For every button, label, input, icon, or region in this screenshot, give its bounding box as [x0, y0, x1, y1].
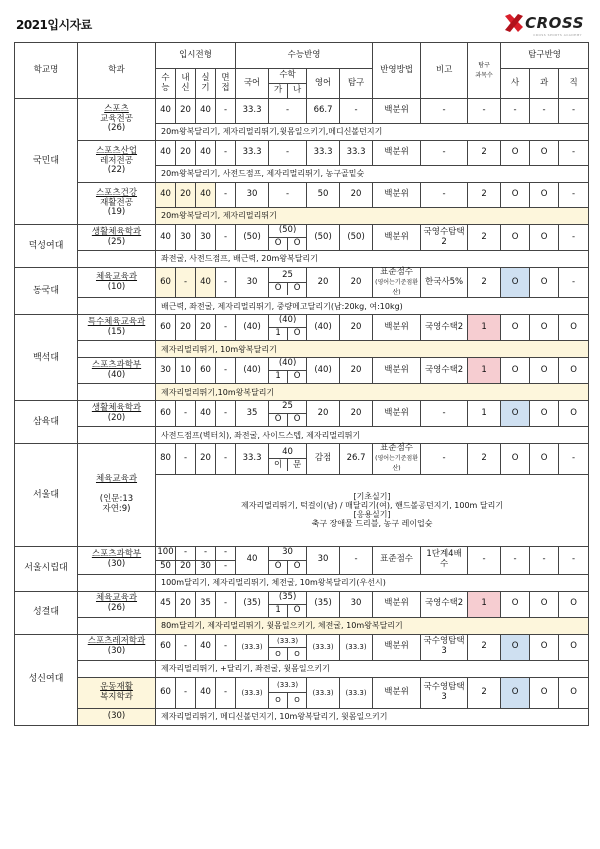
header-school: 학교명: [15, 43, 78, 99]
header-inquiry-reflect: 탐구반영: [501, 43, 589, 69]
table-row-note: 20m왕복달리기, 사전드점프, 제자리멀리뛰기, 농구골밑슛: [15, 166, 589, 183]
cross-logo: [505, 11, 584, 35]
dept-name: 생활체육학과 (25): [78, 225, 156, 251]
school-name: 백석대: [15, 315, 78, 401]
table-row-note: 좌전굴, 사전드점프, 배근력, 20m왕복달리기: [15, 251, 589, 268]
school-name: 성신여대: [15, 634, 78, 725]
table-row: 삼육대 생활체육학과 (20) 60 - 40 - 35 25 O O 20 20 백분위 - 1 O O O: [15, 401, 589, 427]
header-csat-col: 수 능: [156, 69, 176, 99]
header-gpa-col: 내 신: [176, 69, 196, 99]
table-row-note: 제자리멀리뛰기, +달리기, 좌전굴, 윗몸일으키기: [15, 660, 589, 677]
dept-name: 특수체육교육과 (15): [78, 315, 156, 341]
table-row: 서울시립대 스포츠과학부 (30) 100 - - - 40 30 30 - 표준점수 1단계4배수 - - - -: [15, 546, 589, 560]
header-english: 영어: [307, 69, 340, 99]
dept-name: 체육교육과 (인문:13 자연:9): [78, 444, 156, 546]
table-row: 50 20 30 - O O: [15, 560, 589, 574]
table-row: 성결대 체육교육과 (26) 45 20 35 - (35) (35) 1 O (35) 30 백분위 국영수택2 1 O O O: [15, 591, 589, 617]
school-name: 서울대: [15, 444, 78, 546]
table-row-note: 제자리멀리뛰기, 10m왕복달리기: [15, 341, 589, 358]
header-csat: 수능반영: [236, 43, 373, 69]
school-name: 성결대: [15, 591, 78, 634]
header-dept: 학과: [78, 43, 156, 99]
table-row: 스포츠과학부 (40) 30 10 60 - (40) (40) 1 O (40) 20 백분위 국영수택2 1 O O O: [15, 358, 589, 384]
table-row: 운동재활 복지학과 60 - 40 - (33.3) (33.3) O O (33.3) (33.3) 백분위 국수영탐택3 2 O O O: [15, 677, 589, 708]
header-interview-col: 면 접: [216, 69, 236, 99]
school-name: 삼육대: [15, 401, 78, 444]
admissions-table: [14, 42, 589, 726]
header-practical-col: 실 기: [196, 69, 216, 99]
school-name: 서울시립대: [15, 546, 78, 591]
table-row-note: 20m왕복달리기, 제자리멀리뛰기: [15, 208, 589, 225]
dept-name: 운동재활 복지학과: [78, 677, 156, 708]
dept-name: 스포츠건강 재활전공 (19): [78, 183, 156, 225]
table-row: 서울대 체육교육과 (인문:13 자연:9) 80 - 20 - 33.3 40 이 문 감점 26.7 표준점수 (영어는기준점환산) - 2 O O -: [15, 444, 589, 474]
header-inquiry: 탐구: [340, 69, 373, 99]
header-inquiry-count: 탐구 과목수: [468, 43, 501, 99]
table-row-note: 80m달리기, 제자리멀리뛰기, 윗몸일으키기, 체전굴, 10m왕복달리기: [15, 617, 589, 634]
header-note: 비고: [421, 43, 468, 99]
dept-name: 스포츠과학부 (30): [78, 546, 156, 574]
header-inq-vocational: 직: [559, 69, 589, 99]
page-title: 2021입시자료: [16, 18, 92, 32]
table-row-note: 사전드점프(벽터치), 좌전굴, 사이드스텝, 제자리멀리뛰기: [15, 427, 589, 444]
table-row: 백석대 특수체육교육과 (15) 60 20 20 - (40) (40) 1 O (40) 20 백분위 국영수택2 1 O O O: [15, 315, 589, 341]
header-admission: 입시전형: [156, 43, 236, 69]
table-row: 스포츠산업 레저전공 (22) 40 20 40 - 33.3 - 33.3 33.3 백분위 - 2 O O -: [15, 141, 589, 166]
logo-subtext: CROSS SPORTS ACADEMY: [533, 33, 582, 37]
dept-name: 체육교육과 (26): [78, 591, 156, 617]
table-row-note: 배근력, 좌전굴, 제자리멀리뛰기, 중량메고달리기(남:20kg, 여:10kg): [15, 298, 589, 315]
dept-name: 스포츠산업 레저전공 (22): [78, 141, 156, 183]
header-method: 반영방법: [373, 43, 421, 99]
cross-logo-icon: [505, 14, 523, 32]
table-row-note: 20m왕복달리기, 제자리멀리뛰기,윗몸일으키기,메디신볼던지기: [15, 124, 589, 141]
school-name: 동국대: [15, 268, 78, 315]
table-row-note: 제자리멀리뛰기,10m왕복달리기: [15, 384, 589, 401]
table-row: 덕성여대 생활체육학과 (25) 40 30 30 - (50) (50) O O (50) (50) 백분위 국영수탐택2 2 O O -: [15, 225, 589, 251]
table-row: 국민대 스포츠 교육전공 (26) 40 20 40 - 33.3 - 66.7 - 백분위 - - - - -: [15, 99, 589, 124]
table-row: 스포츠건강 재활전공 (19) 40 20 40 - 30 - 50 20 백분위 - 2 O O -: [15, 183, 589, 208]
dept-name: 체육교육과 (10): [78, 268, 156, 298]
dept-name: 생활체육학과 (20): [78, 401, 156, 427]
header-inq-science: 과: [530, 69, 559, 99]
dept-name: 스포츠 교육전공 (26): [78, 99, 156, 141]
school-name: 덕성여대: [15, 225, 78, 268]
table-row: 동국대 체육교육과 (10) 60 - 40 - 30 25 O O 20 20 표준점수 (영어는기준점환산) 한국사5% 2 O O -: [15, 268, 589, 298]
table-row: 성신여대 스포츠레저학과 (30) 60 - 40 - (33.3) (33.3) O O (33.3) (33.3) 백분위 국수영탐택3 2 O O O: [15, 634, 589, 660]
header-inq-social: 사: [501, 69, 530, 99]
table-row-note: [기초실기] 제자리멀리뛰기, 턱걸이(남) / 매달리기(여), 핸드볼공던지기, 100m 달리기 [응용실기] 축구 장애물 드리블, 농구 레이업슛: [15, 474, 589, 546]
table-row-note: (30) 제자리멀리뛰기, 메디신볼던지기, 10m왕복달리기, 윗몸일으키기: [15, 708, 589, 725]
dept-name: 스포츠과학부 (40): [78, 358, 156, 384]
table-row-note: 100m달리기, 제자리멀리뛰기, 체전굴, 10m왕복달리기(우선시): [15, 574, 589, 591]
dept-name: 스포츠레저학과 (30): [78, 634, 156, 660]
school-name: 국민대: [15, 99, 78, 225]
logo-text: CROSS: [525, 14, 584, 32]
header-math: 수학 가 나: [269, 69, 307, 99]
header-korean: 국어: [236, 69, 269, 99]
